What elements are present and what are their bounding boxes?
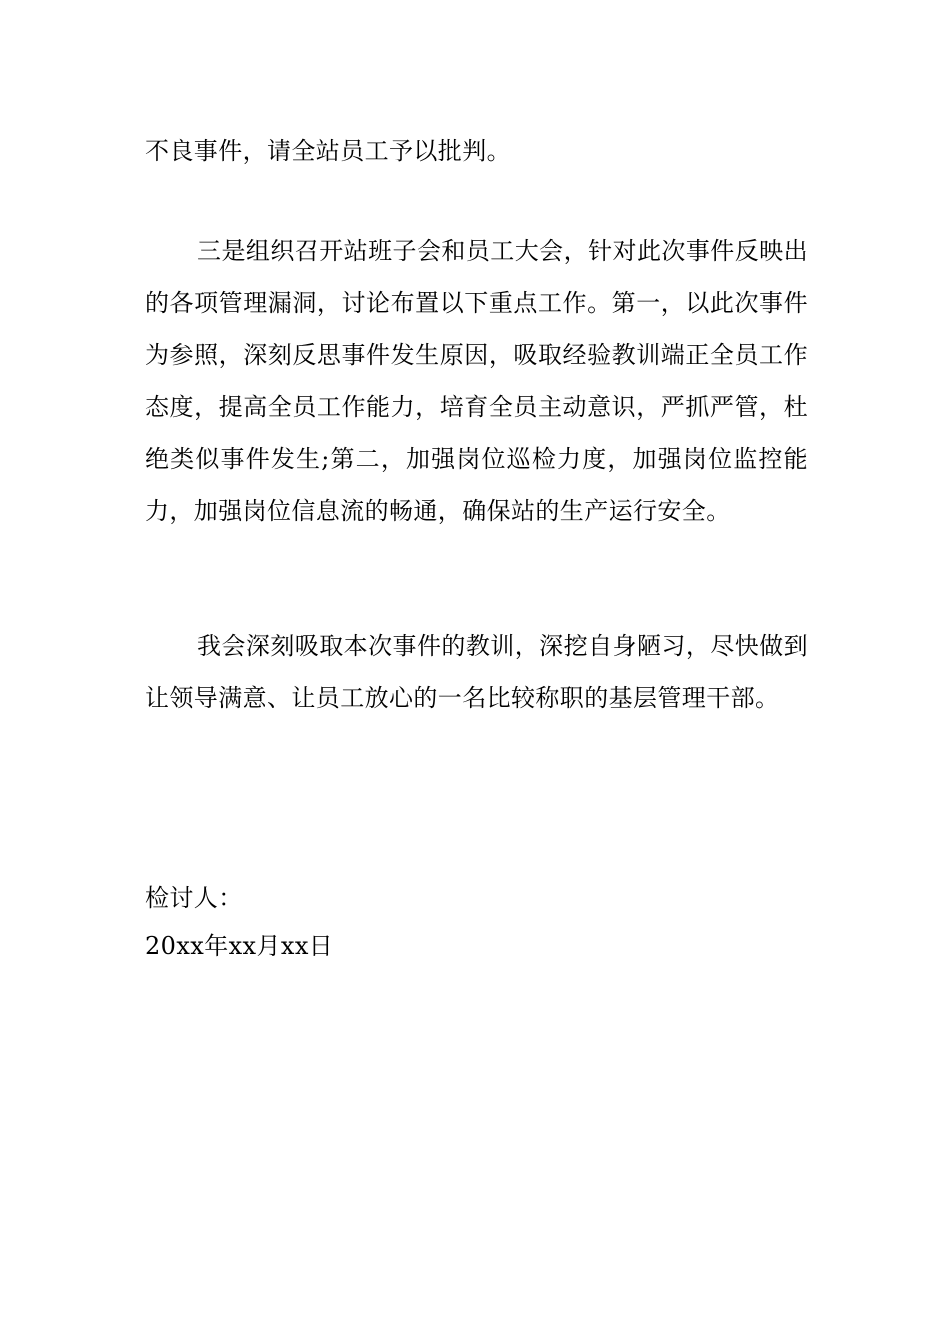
paragraph-continuation: 不良事件，请全站员工予以批判。 xyxy=(145,137,511,165)
document-date: 20xx年xx月xx日 xyxy=(145,932,334,960)
signature-label: 检讨人： xyxy=(145,884,243,912)
paragraph-commitment: 我会深刻吸取本次事件的教训，深挖自身陋习，尽快做到让领导满意、让员工放心的一名比较称职的基层管理干部。 xyxy=(145,632,808,712)
paragraph-measures: 三是组织召开站班子会和员工大会，针对此次事件反映出的各项管理漏洞，讨论布置以下重点工作。第一，以此次事件为参照，深刻反思事件发生原因，吸取经验教训端正全员工作态度，提高全员工作能力，培育全员主动意识，严抓严管，杜绝类似事件发生;第二，加强岗位巡检力度，加强岗位监控能力，加强岗位信息流的畅通，确保站的生产运行安全。 xyxy=(145,237,808,525)
